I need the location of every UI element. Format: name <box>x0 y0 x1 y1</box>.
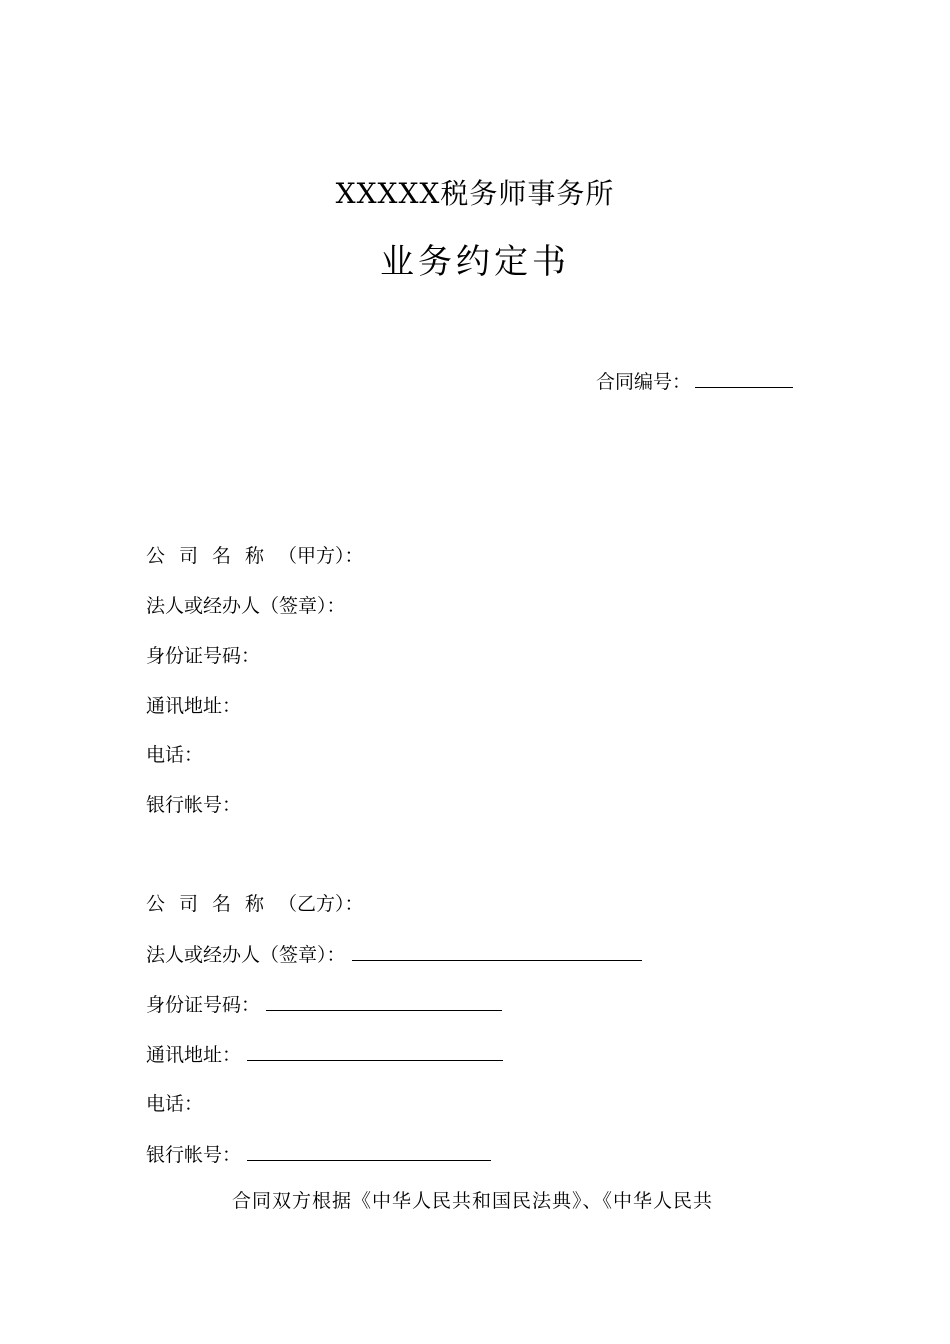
party-a-legal-rep: 法人或经办人（签章）： <box>146 595 346 617</box>
party-b-company-label: 公司名称 <box>146 893 279 915</box>
document-title: 业务约定书 <box>380 242 570 282</box>
party-b-bank-account-label: 银行帐号： <box>146 1144 242 1166</box>
party-b-legal-rep-line <box>352 940 642 961</box>
party-b-company-name <box>146 890 364 918</box>
party-b-bank-account-line <box>247 1140 491 1161</box>
party-b-bank-account <box>146 1140 491 1169</box>
party-b-id-number-line <box>266 990 502 1011</box>
party-b-address <box>146 1040 503 1069</box>
party-a-phone: 电话： <box>146 744 204 766</box>
party-b-address-label: 通讯地址： <box>146 1044 242 1066</box>
party-b-legal-rep <box>146 940 642 969</box>
contract-number-label: 合同编号： <box>596 371 692 393</box>
closing-paragraph: 合同双方根据《中华人民共和国民法典》、《中华人民共 <box>232 1190 714 1212</box>
contract-number-blank <box>695 369 793 388</box>
party-b-legal-rep-label: 法人或经办人（签章）： <box>146 944 346 966</box>
firm-name: XXXXX税务师事务所 <box>335 177 615 210</box>
party-b-address-line <box>247 1040 503 1061</box>
party-b-company-suffix: （乙方）： <box>278 893 364 915</box>
party-a-id-number: 身份证号码： <box>146 645 261 667</box>
party-a-company-label: 公司名称 <box>146 545 279 567</box>
party-a-company-name <box>146 542 364 570</box>
party-b-id-number <box>146 990 502 1019</box>
party-b-phone: 电话： <box>146 1093 204 1115</box>
party-a-bank-account: 银行帐号： <box>146 794 242 816</box>
party-b-id-number-label: 身份证号码： <box>146 994 261 1016</box>
party-a-address: 通讯地址： <box>146 695 242 717</box>
party-a-company-suffix: （甲方）： <box>278 545 364 567</box>
contract-number <box>596 368 793 396</box>
